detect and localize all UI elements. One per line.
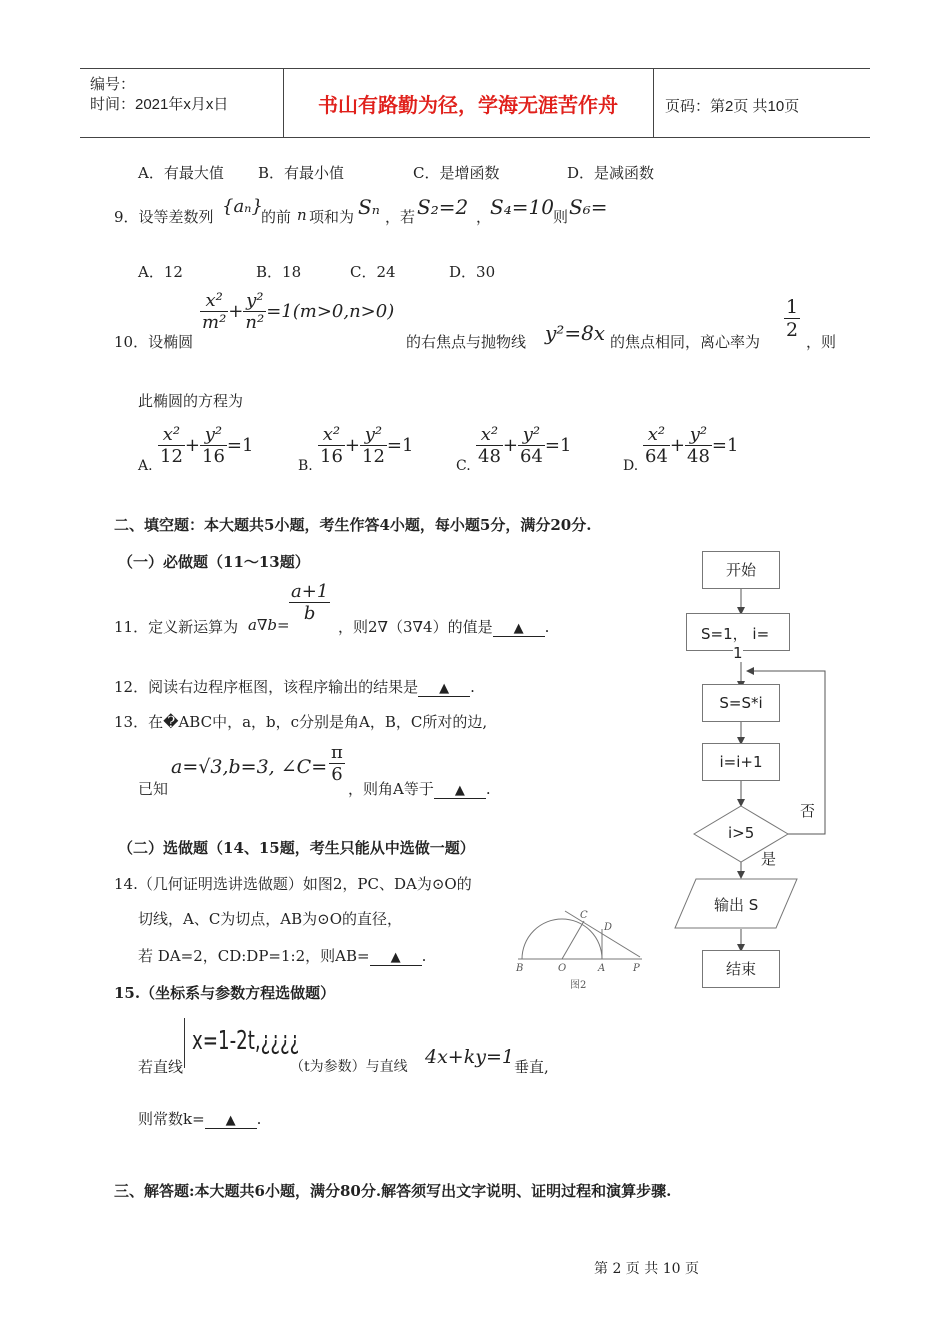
q10-option-equation: $\frac{\text{x²}}{12}$ + $\frac{\text{y²}}{16}$ =1 [160,424,254,467]
q9-option-b: B．18 [256,263,302,281]
flowchart-step-multiply: S=S*i [702,684,780,722]
q15-prefix: 若直线 [138,1058,184,1076]
q10-option-label: A. [138,458,153,474]
q15-line-equation: 4x+ky=1 [425,1046,514,1068]
q9-s2: S₂=2 [417,195,469,219]
q10-parabola: y²=8x [545,321,606,345]
flowchart-yes-label: 是 [761,850,777,868]
q14-line1: 14.（几何证明选讲选做题）如图2，PC、DA为⊙O的 [114,875,472,893]
brace-icon [184,1018,188,1068]
point-label: A [598,963,606,974]
q13-known: 已知 [138,780,169,798]
q9-n: n [297,206,307,224]
q11-operator: a∇b= [248,616,290,634]
q9-text: ，若 [385,208,416,226]
q15-text: （t为参数）与直线 [290,1059,408,1075]
date-label: 时间：2021年x月x日 [90,96,229,113]
q11-text: ，则2∇（3∇4）的值是 ▲ . [338,618,550,636]
q10-option-label: C. [456,458,471,474]
point-label: D [604,922,613,933]
section-2-part2: （二）选做题（14、15题，考生只能从中选做一题） [118,839,475,857]
q10-option-label: D. [623,458,639,474]
q8-option-a: A．有最大值 [138,164,224,182]
q13-line1: 13．在�ABC中，a，b，c分别是角A，B，C所对的边, [114,713,488,731]
q9-text: 项和为 [309,208,355,226]
q10-text: ，则 [806,333,837,351]
q13-condition: a=√3,b=3, ∠C= [171,756,328,778]
q11-prefix: 11．定义新运算为 [114,618,239,636]
header-divider [653,69,654,137]
q15-param-equation: x=1-2t,¿¿¿¿ [192,1026,300,1056]
q10-line2: 此椭圆的方程为 [138,392,244,410]
q8-option-b: B．有最小值 [258,164,345,182]
q11-fraction: $\frac{a+1}{b}$ [291,581,329,624]
q9-sn: Sₙ [358,195,380,219]
q8-option-c: C．是增函数 [413,164,500,182]
q9-option-d: D．30 [449,263,496,281]
q10-text: 的右焦点与抛物线 [406,333,527,351]
point-label: P [633,963,640,974]
point-label: B [516,963,524,974]
q10-option-label: B. [298,458,313,474]
point-label: C [580,910,588,921]
id-label: 编号： [90,76,136,93]
section-2-part1: （一）必做题（11～13题） [118,553,310,571]
q9-prefix: 9．设等差数列 [114,208,214,226]
q14-line2: 切线，A、C为切点，AB为⊙O的直径， [138,910,403,928]
flowchart-step-increment: i=i+1 [702,743,780,781]
q10-option-equation: $\frac{\text{x²}}{64}$ + $\frac{\text{y²}}{48}$ =1 [645,424,739,467]
q14-line3: 若 DA=2，CD:DP=1:2，则AB= ▲ . [138,947,427,965]
q15-line1: 15.（坐标系与参数方程选做题） [114,984,336,1002]
section-3-title: 三、解答题:本大题共6小题，满分80分.解答须写出文字说明、证明过程和演算步骤. [114,1182,672,1200]
q9-sequence: {aₙ} [222,196,263,217]
q9-s4: S₄=10 [490,195,554,219]
flowchart-output: 输出 S [714,896,759,914]
q10-option-equation: $\frac{\text{x²}}{48}$ + $\frac{\text{y²}}{64}$ =1 [478,424,572,467]
q13-text: ，则角A等于 ▲ . [348,780,491,798]
q8-option-d: D．是减函数 [567,164,655,182]
q13-fraction: $\frac{\pi}{6}$ [331,742,343,785]
q15-line3: 则常数k= ▲ . [138,1110,262,1128]
page-header [80,68,870,138]
q10-text: 的焦点相同，离心率为 [610,333,761,351]
page-footer: 第 2 页 共 10 页 [594,1261,699,1277]
flowchart-no-label: 否 [800,802,816,820]
point-label: O [558,963,567,974]
header-motto: 书山有路勤为径，学海无涯苦作舟 [318,93,618,117]
page-number-label: 页码：第2页 共10页 [665,98,800,115]
flowchart-start: 开始 [702,551,780,589]
q12-text: 12．阅读右边程序框图，该程序输出的结果是 ▲ . [114,678,475,696]
q14-geometry-figure [510,905,650,995]
flowchart-condition: i>5 [728,824,755,842]
flowchart-init: S=1， i= 1 [686,613,790,651]
q10-prefix: 10．设椭圆 [114,333,194,351]
q9-option-a: A．12 [138,263,183,281]
q9-option-c: C．24 [350,263,396,281]
q9-then: 则 [553,208,569,226]
q9-s6: S₆= [569,195,608,219]
q10-option-equation: $\frac{\text{x²}}{16}$ + $\frac{\text{y²}}{12}$ =1 [320,424,414,467]
section-2-title: 二、填空题：本大题共5小题，考生作答4小题，每小题5分，满分20分. [114,516,592,534]
q9-text: 的前 [261,208,292,226]
figure-caption: 图2 [570,980,587,991]
flowchart-end: 结束 [702,950,780,988]
q15-text: 垂直, [514,1058,549,1076]
q10-eccentricity: $\frac{1}{2}$ [786,296,799,341]
q10-ellipse-equation: $\frac{\text{x²}}{\text{m²}}$ + $\frac{\text{y²}}{\text{n²}}$ =1(m>0,n>0) [202,290,395,333]
